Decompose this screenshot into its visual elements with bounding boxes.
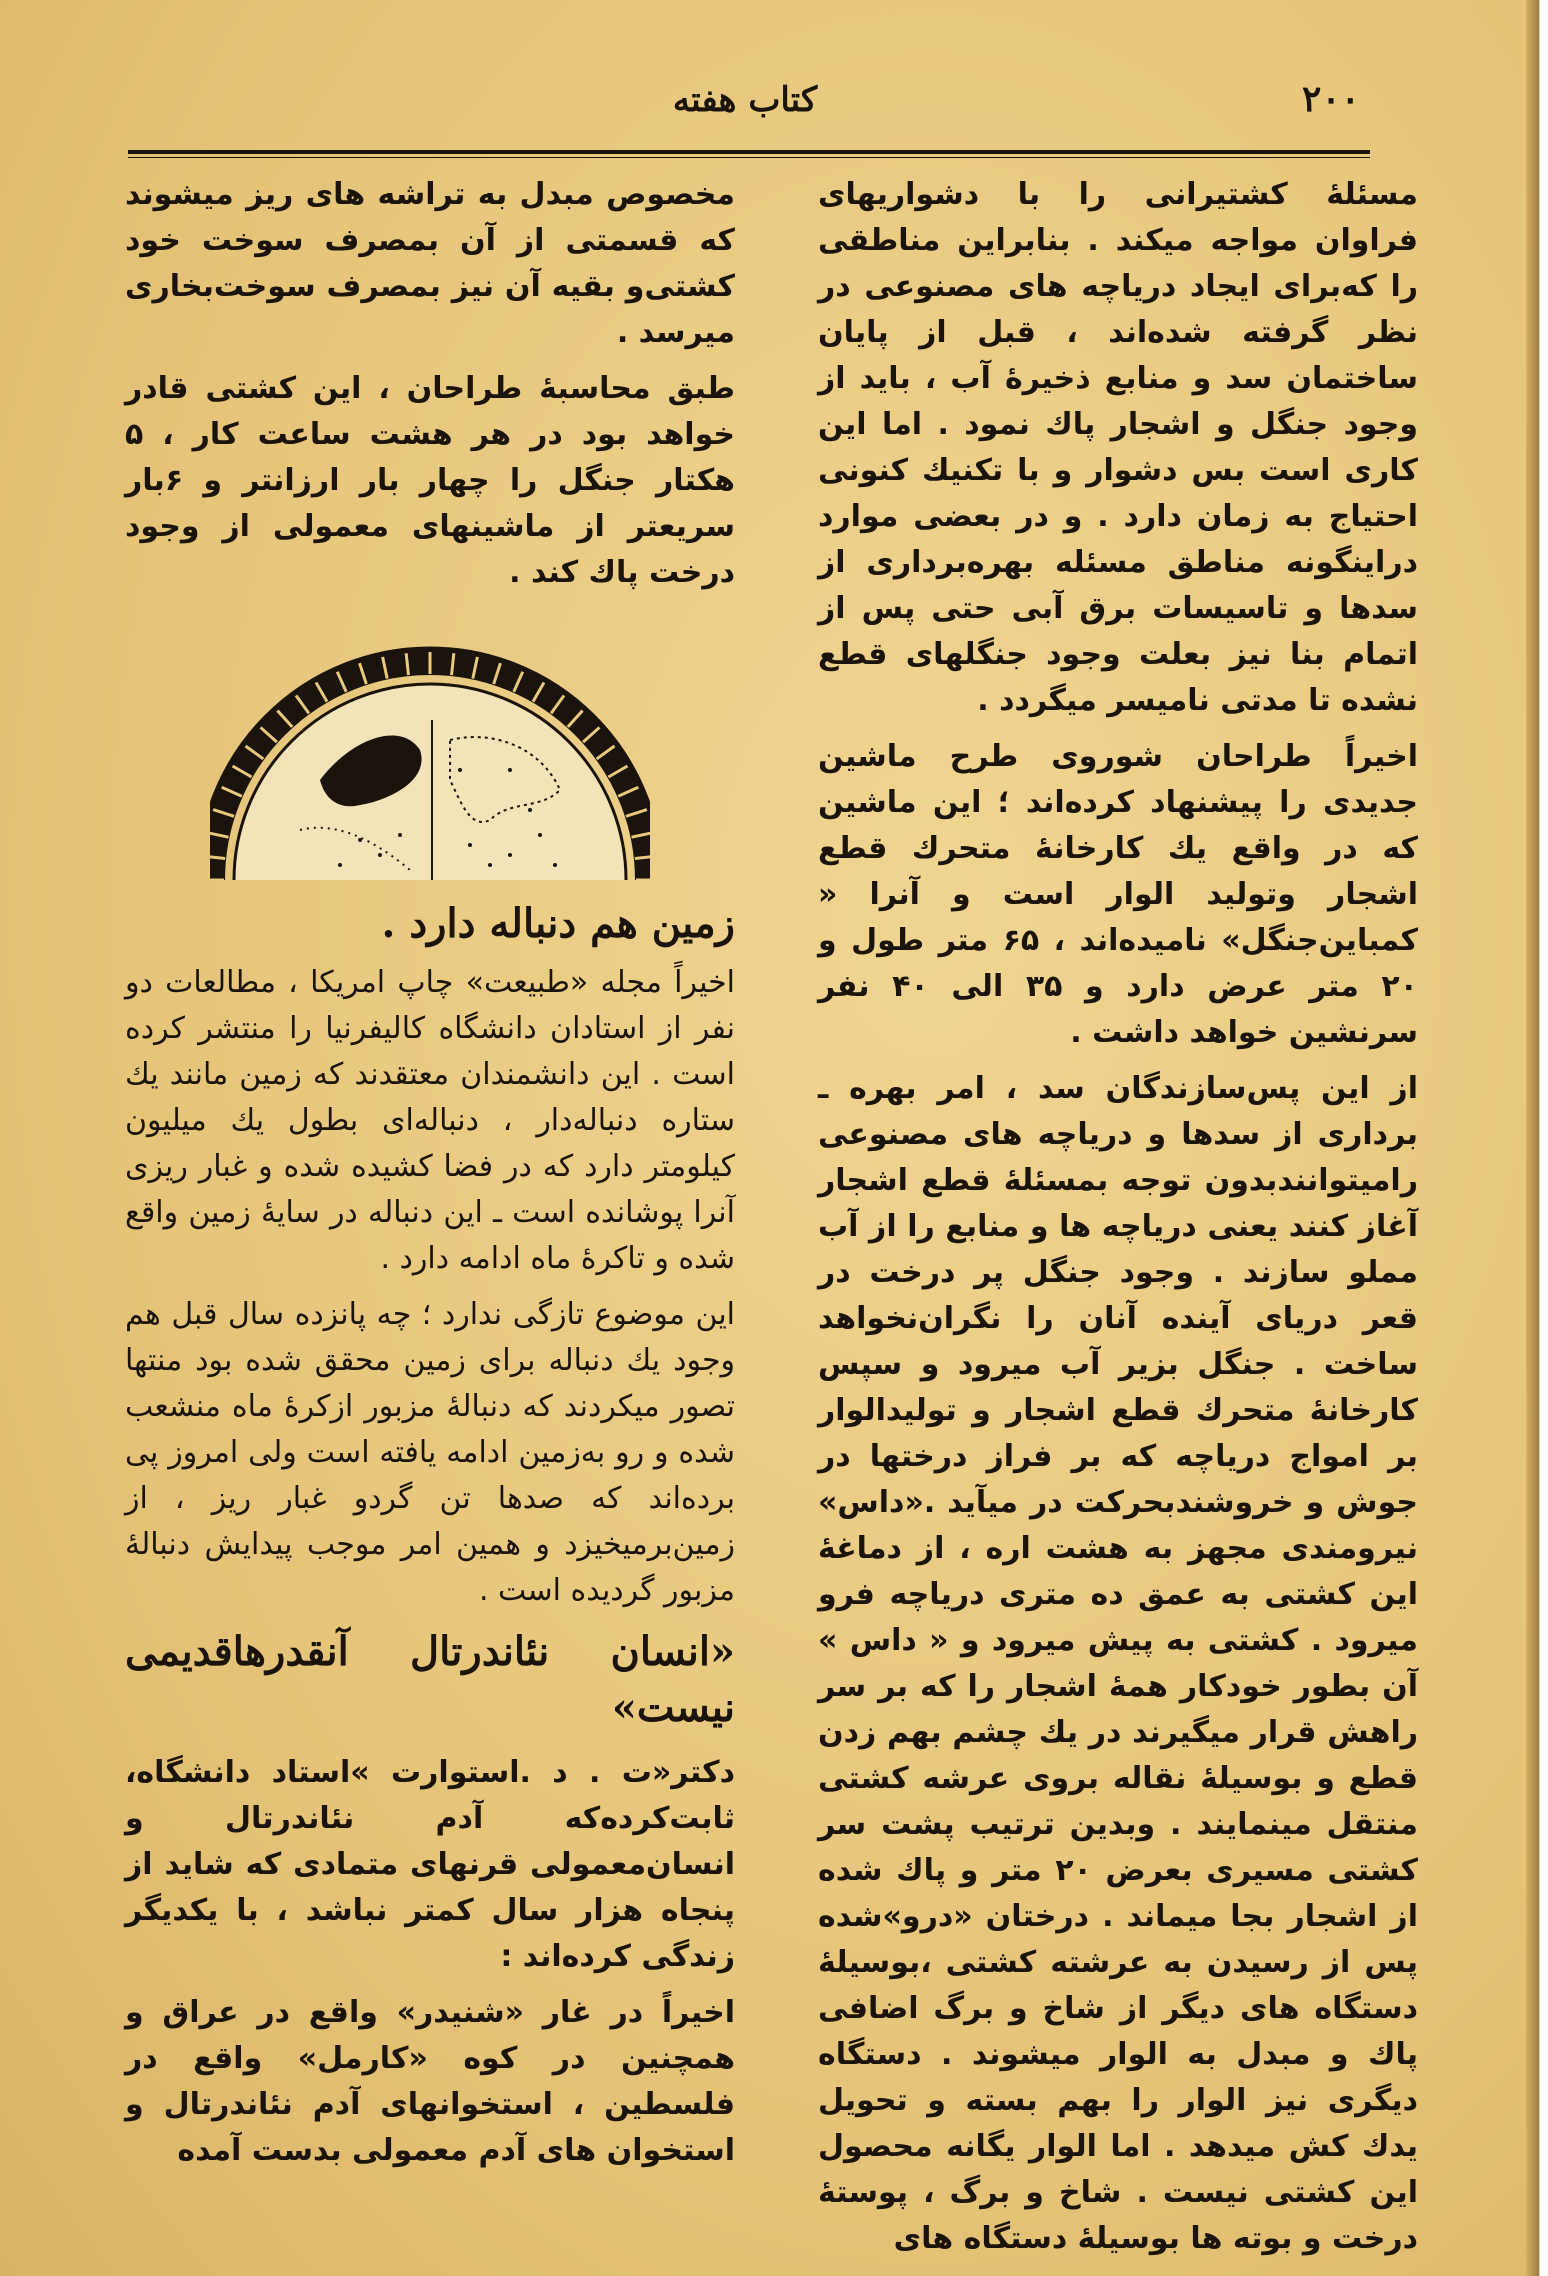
header-rule: [128, 150, 1370, 158]
running-title: کتاب هفته: [672, 80, 818, 120]
article-paragraph: مخصوص مبدل به تراشه های ریز میشوند که قسمتی از آن بمصرف سوخت خود کشتی‌و بقیه آن نیز بمصرف سوخت‌بخاری میرسد .: [125, 177, 735, 350]
left-column: [125, 172, 735, 2184]
page-header: [130, 78, 1360, 138]
page-number: ۲۰۰: [1301, 78, 1360, 120]
article-paragraph: اخیراً طراحان شوروی طرح ماشین جدیدی را پیشنهاد کرده‌اند ؛ این ماشین که در واقع یك کارخانهٔ متحرك قطع اشجار وتولید الوار است و آنرا « کمباین‌جنگل» نامیده‌اند ، ۶۵ متر طول و ۲۰ متر عرض دارد و ۳۵ الی ۴۰ نفر سرنشین خواهد داشت .: [818, 739, 1419, 1050]
article-paragraph: مسئلهٔ کشتیرانی را با دشواریهای فراوان مواجه میکند . بنابراین مناطقی را که‌برای ایجاد دریاچه های مصنوعی در نظر گرفته شده‌اند ، قبل از پایان ساختمان سد و منابع ذخیرهٔ آب ، باید از وجود جنگل و اشجار پاك نمود . اما این کاری است بس دشوار و با تکنیك کنونی احتیاج به زمان دارد . و در بعضی موارد دراینگونه مناطق مسئله بهره‌برداری از سدها و تاسیسات برق آبی حتی پس از اتمام بنا نیز بعلت وجود جنگلهای قطع نشده تا مدتی نامیسر میگردد .: [818, 177, 1418, 718]
section-heading: «انسان نئاندرتال آنقدرهاقدیمی نیست»: [125, 1628, 735, 1731]
globe-drawing-icon: [210, 630, 650, 880]
article-paragraph: از این پس‌سازندگان سد ، امر بهره ـ برداری از سدها و دریاچه های مصنوعی رامیتوانندبدون توجه بمسئلهٔ قطع اشجار آغاز کنند یعنی دریاچه ها و منابع را از آب مملو سازند . وجود جنگل پر درخت در قعر دریای آینده آنان را نگران‌نخواهد ساخت . جنگل بزیر آب میرود و سپس کارخانهٔ متحرك قطع اشجار و تولیدالوار بر امواج دریاچه که بر فراز درختها در جوش و خروشندبحرکت در میآید .«داس» نیرومندی مجهز به هشت اره ، از دماغهٔ این کشتی به عمق ده متری دریاچه فرو میرود . کشتی به پیش میرود و « داس » آن بطور خودکار همهٔ اشجار را که بر سر راهش قرار میگیرند در یك چشم بهم زدن قطع و بوسیلهٔ نقاله بروی عرشه کشتی منتقل مینمایند . وبدین ترتیب پشت سر کشتی مسیری بعرض ۲۰ متر و پاك شده از اشجار بجا میماند . درختان «درو»شده پس از رسیدن به عرشته کشتی ،بوسیلهٔ دستگاه های دیگر از شاخ و برگ اضافی پاك و مبدل به الوار میشوند . دستگاه دیگری نیز الوار را بهم بسته و تحویل یدك کش میدهد . اما الوار یگانه محصول این کشتی نیست . شاخ و برگ ، پوستهٔ درخت و بوته ها بوسیلهٔ دستگاه های: [818, 1071, 1418, 2256]
page-edge: [1526, 0, 1548, 2276]
article-paragraph: اخیراً در غار «شنیدر» واقع در عراق و همچنین در کوه «کارمل» واقع در فلسطین ، استخوانهای آدم نئاندرتال و استخوان های آدم معمولی بدست آمده: [125, 1995, 735, 2168]
right-column: [818, 172, 1418, 2272]
article-paragraph: این موضوع تازگی ندارد ؛ چه پانزده سال قبل هم وجود یك دنباله برای زمین محقق شده بود منتها تصور میکردند که دنبالهٔ مزبور ازکرهٔ ماه منشعب شده و رو به‌زمین ادامه یافته است ولی امروز پی برده‌اند که صدها تن گردو غبار ریز ، از زمین‌برمیخیزد و همین امر موجب پیدایش دنبالهٔ مزبور گردیده است .: [125, 1297, 735, 1608]
section-heading: زمین هم دنباله دارد .: [381, 900, 735, 947]
article-paragraph: اخیراً مجله «طبیعت» چاپ امریکا ، مطالعات دو نفر از استادان دانشگاه کالیفرنیا را منتشر کرده است . این دانشمندان معتقدند که زمین مانند یك ستاره دنباله‌دار ، دنباله‌ای بطول یك میلیون کیلومتر دارد که در فضا کشیده شده و غبار ریزی آنرا پوشانده است ـ این دنباله در سایهٔ زمین واقع شده و تاکرهٔ ماه ادامه دارد .: [125, 965, 735, 1276]
article-paragraph: طبق محاسبهٔ طراحان ، این کشتی قادر خواهد بود در هر هشت ساعت کار ، ۵ هکتار جنگل را چهار بار ارزانتر و ۶بار سریعتر از ماشینهای معمولی از وجود درخت پاك کند .: [125, 371, 735, 590]
article-paragraph: دکتر«ت . د .استوارت »استاد دانشگاه، ثابت‌کرده‌که آدم نئاندرتال و انسان‌معمولی قرنهای متمادی که شاید از پنجاه هزار سال کمتر نباشد ، با یکدیگر زندگی کرده‌اند :: [125, 1755, 735, 1974]
